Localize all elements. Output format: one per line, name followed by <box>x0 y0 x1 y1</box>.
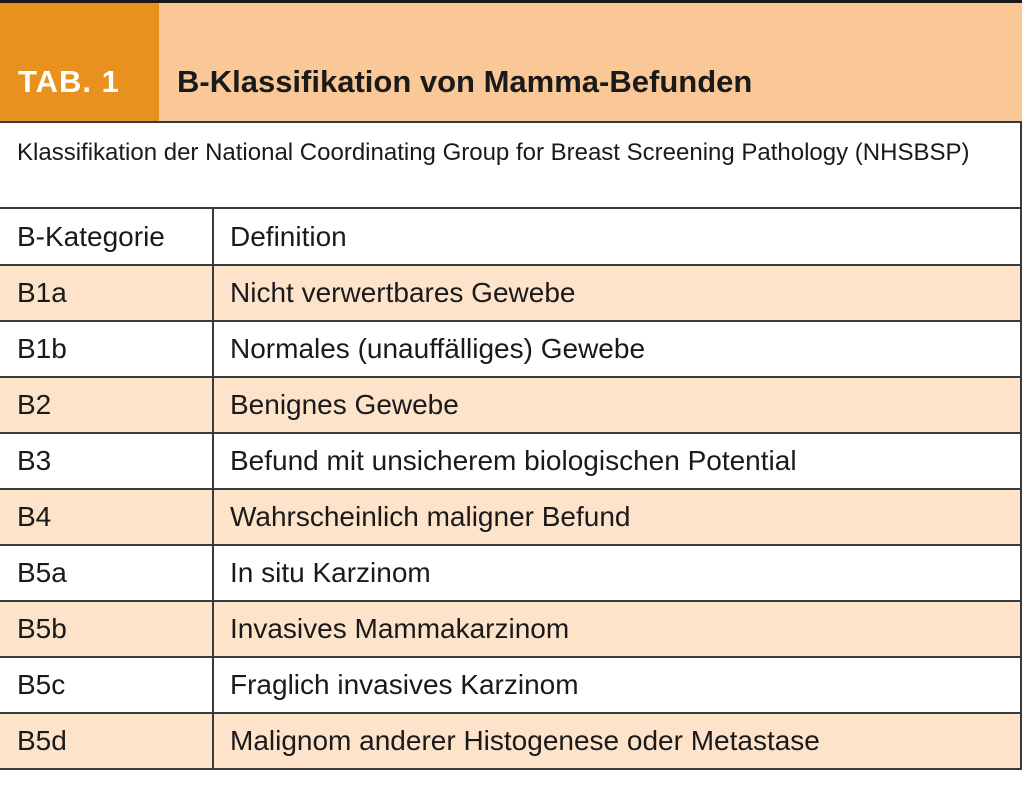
category-cell: B1a <box>0 266 214 320</box>
definition-cell: Normales (unauffälliges) Gewebe <box>230 333 646 364</box>
category-cell: B4 <box>0 490 214 544</box>
table-row <box>0 490 1022 546</box>
category-cell: B5a <box>0 546 214 600</box>
table-row <box>0 714 1022 770</box>
table-number-label: TAB. 1 <box>0 3 159 121</box>
definition-cell: Befund mit unsicherem biologischen Potential <box>230 445 797 476</box>
category-cell: B1b <box>0 322 214 376</box>
table-header <box>0 3 1022 123</box>
definition-cell: Benignes Gewebe <box>230 389 459 420</box>
category-cell: B5b <box>0 602 214 656</box>
table-row <box>0 546 1022 602</box>
table-row <box>0 378 1022 434</box>
definition-cell: Nicht verwertbares Gewebe <box>230 277 576 308</box>
table-row <box>0 322 1022 378</box>
table-row <box>0 658 1022 714</box>
table-title: B-Klassifikation von Mamma-Befunden <box>159 3 1022 121</box>
definition-cell: Wahrscheinlich maligner Befund <box>230 501 631 532</box>
definition-cell: Malignom anderer Histogenese oder Metastase <box>230 725 820 756</box>
table-subtitle: Klassifikation der National Coordinating Group for Breast Screening Pathology (NHSBSP) <box>0 123 1022 209</box>
category-cell: B2 <box>0 378 214 432</box>
table-row <box>0 434 1022 490</box>
category-cell: B3 <box>0 434 214 488</box>
definition-cell: In situ Karzinom <box>230 557 431 588</box>
category-cell: B5d <box>0 714 214 768</box>
category-cell: B5c <box>0 658 214 712</box>
table-row <box>0 266 1022 322</box>
column-header-category: B-Kategorie <box>0 209 214 264</box>
definition-cell: Fraglich invasives Karzinom <box>230 669 579 700</box>
definition-cell: Invasives Mammakarzinom <box>230 613 570 644</box>
column-header-row <box>0 209 1022 266</box>
table-row <box>0 602 1022 658</box>
column-header-definition: Definition <box>230 220 347 252</box>
